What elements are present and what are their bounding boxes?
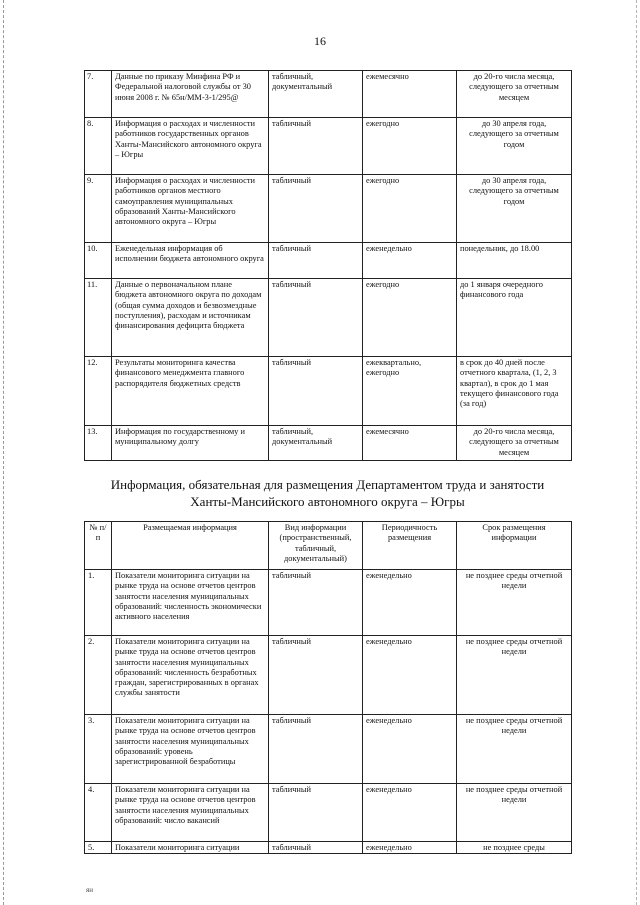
row-number: 4. [85, 784, 112, 842]
footer-mark: ян [86, 886, 93, 894]
row-info: Информация о расходах и численности работников органов местного самоуправления муниципальных образований Ханты-Мансийского автономного округа – Югры [112, 175, 269, 243]
table-row [85, 784, 572, 842]
row-deadline: не позднее среды отчетной недели [457, 784, 572, 842]
row-info: Показатели мониторинга ситуации на рынке труда на основе отчетов центров занятости населения муниципальных образований: число вакансий [112, 784, 269, 842]
row-period: ежемесячно [363, 71, 457, 118]
row-type: табличный [269, 279, 363, 357]
section-heading-line2: Ханты-Мансийского автономного округа – Югры [190, 494, 465, 509]
table-row [85, 357, 572, 426]
table-row [85, 426, 572, 461]
row-deadline: до 20-го числа месяца, следующего за отчетным месяцем [457, 426, 572, 461]
section-heading [84, 476, 571, 510]
row-deadline: до 1 января очередного финансового года [457, 279, 572, 357]
row-deadline: до 30 апреля года, следующего за отчетным годом [457, 175, 572, 243]
row-period: ежегодно [363, 279, 457, 357]
row-period: ежегодно [363, 175, 457, 243]
header-period: Периодичность размещения [363, 522, 457, 570]
row-deadline: не позднее среды [457, 842, 572, 854]
row-deadline: понедельник, до 18.00 [457, 243, 572, 279]
header-deadline: Срок размещения информации [457, 522, 572, 570]
row-number: 2. [85, 636, 112, 715]
row-type: табличный [269, 175, 363, 243]
header-info: Размещаемая информация [112, 522, 269, 570]
row-deadline: в срок до 40 дней после отчетного квартала, (1, 2, 3 квартал), в срок до 1 мая текущего финансового года (за год) [457, 357, 572, 426]
row-info: Показатели мониторинга ситуации на рынке труда на основе отчетов центров занятости населения муниципальных образований: численность безработных граждан, зарегистрированных в органах службы занятости [112, 636, 269, 715]
section-heading-line1: Информация, обязательная для размещения Департаментом труда и занятости [110, 477, 545, 492]
table-row [85, 175, 572, 243]
table-row [85, 118, 572, 175]
row-info: Еженедельная информация об исполнении бюджета автономного округа [112, 243, 269, 279]
left-scan-edge [3, 0, 4, 905]
table-header-row [85, 522, 572, 570]
row-deadline: до 30 апреля года, следующего за отчетным годом [457, 118, 572, 175]
row-deadline: не позднее среды отчетной недели [457, 715, 572, 784]
row-period: еженедельно [363, 636, 457, 715]
row-type: табличный, документальный [269, 71, 363, 118]
row-type: табличный [269, 118, 363, 175]
table-row [85, 715, 572, 784]
row-type: табличный [269, 243, 363, 279]
row-type: табличный [269, 715, 363, 784]
row-number: 9. [85, 175, 112, 243]
row-number: 7. [85, 71, 112, 118]
row-info: Показатели мониторинга ситуации на рынке труда на основе отчетов центров занятости населения муниципальных образований: численность экономически активного населения [112, 570, 269, 636]
row-deadline: не позднее среды отчетной недели [457, 636, 572, 715]
table-row [85, 71, 572, 118]
row-deadline: не позднее среды отчетной недели [457, 570, 572, 636]
row-number: 1. [85, 570, 112, 636]
row-info: Показатели мониторинга ситуации на рынке труда на основе отчетов центров занятости населения муниципальных образований: уровень зарегистрированной безработицы [112, 715, 269, 784]
row-info: Информация по государственному и муниципальному долгу [112, 426, 269, 461]
row-period: ежемесячно [363, 426, 457, 461]
row-period: еженедельно [363, 784, 457, 842]
row-info: Данные о первоначальном плане бюджета автономного округа по доходам (общая сумма доходов и безвозмездные поступления), расходам и источникам финансирования дефицита бюджета [112, 279, 269, 357]
table-row [85, 279, 572, 357]
row-period: ежеквартально, ежегодно [363, 357, 457, 426]
finance-info-table [84, 70, 572, 461]
row-number: 8. [85, 118, 112, 175]
header-type: Вид информации (пространственный, табличный, документальный) [269, 522, 363, 570]
row-type: табличный, документальный [269, 426, 363, 461]
table-row [85, 570, 572, 636]
table-row [85, 636, 572, 715]
table-row [85, 842, 572, 854]
row-type: табличный [269, 357, 363, 426]
row-number: 12. [85, 357, 112, 426]
right-scan-edge [636, 0, 637, 905]
row-deadline: до 20-го числа месяца, следующего за отчетным месяцем [457, 71, 572, 118]
row-number: 13. [85, 426, 112, 461]
row-period: еженедельно [363, 842, 457, 854]
row-type: табличный [269, 784, 363, 842]
labor-info-table [84, 521, 572, 854]
row-info: Показатели мониторинга ситуации [112, 842, 269, 854]
row-period: ежегодно [363, 118, 457, 175]
row-number: 5. [85, 842, 112, 854]
row-number: 3. [85, 715, 112, 784]
row-type: табличный [269, 842, 363, 854]
row-info: Данные по приказу Минфина РФ и Федеральной налоговой службы от 30 июня 2008 г. № 65н/ММ-3-1/295@ [112, 71, 269, 118]
header-num: № п/п [85, 522, 112, 570]
row-number: 10. [85, 243, 112, 279]
row-type: табличный [269, 636, 363, 715]
row-number: 11. [85, 279, 112, 357]
row-info: Информация о расходах и численности работников государственных органов Ханты-Мансийского автономного округа – Югры [112, 118, 269, 175]
row-type: табличный [269, 570, 363, 636]
row-info: Результаты мониторинга качества финансового менеджмента главного распорядителя бюджетных средств [112, 357, 269, 426]
table-row [85, 243, 572, 279]
row-period: еженедельно [363, 570, 457, 636]
row-period: еженедельно [363, 243, 457, 279]
page-number: 16 [314, 34, 326, 48]
row-period: еженедельно [363, 715, 457, 784]
